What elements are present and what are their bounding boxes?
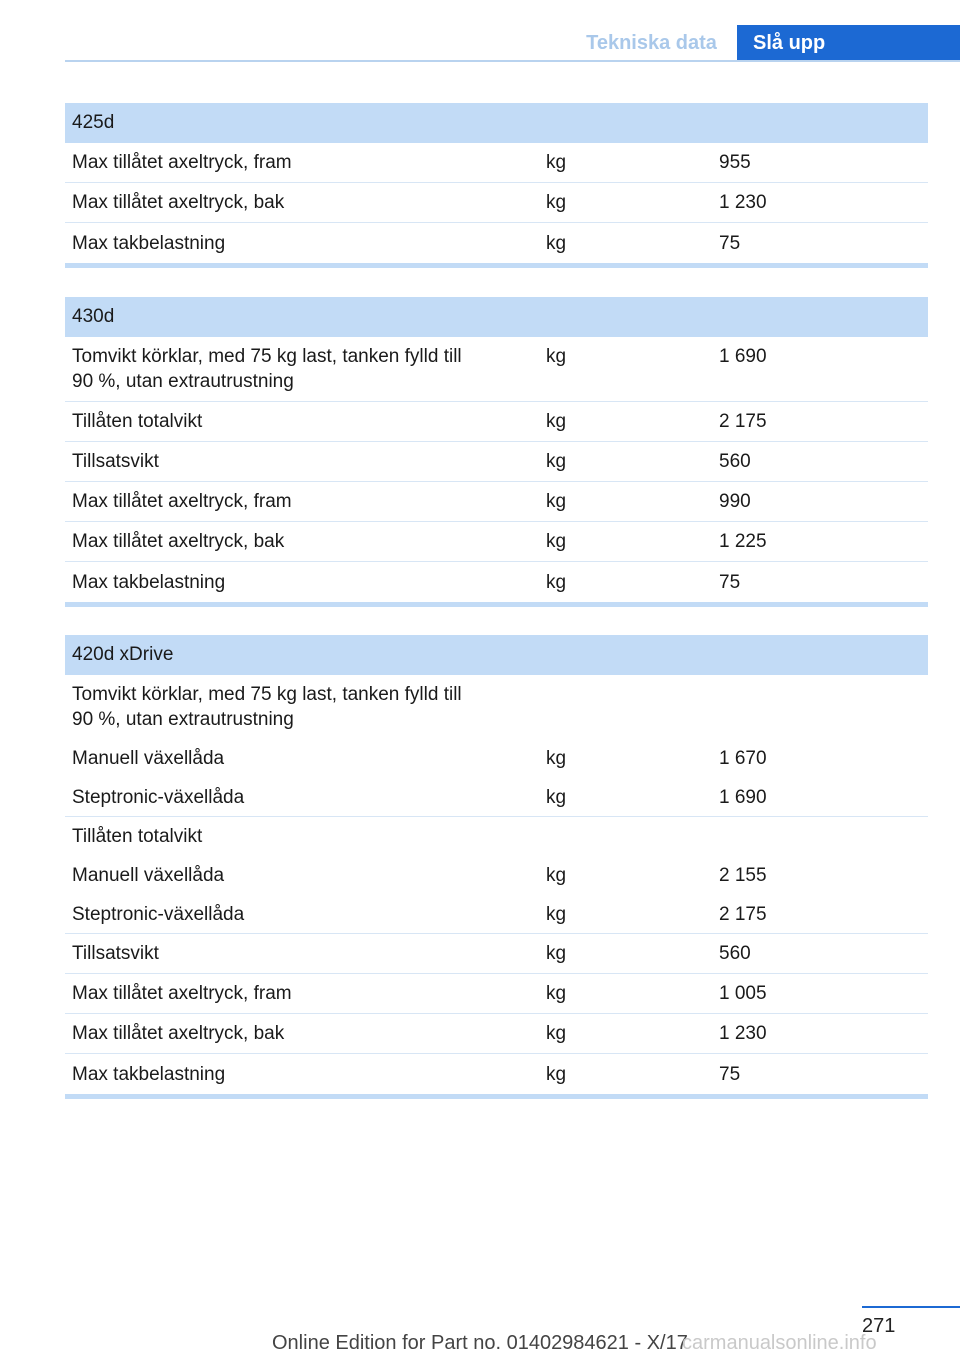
row-unit: kg (546, 748, 567, 769)
section-tab[interactable]: Tekniska data (586, 31, 717, 54)
row-label: Steptronic-växellåda (72, 786, 245, 808)
row-value: 560 (719, 943, 751, 964)
row-value: 75 (719, 232, 741, 254)
spec-table-420d-xdrive (65, 635, 928, 1099)
row-value: 75 (719, 1063, 741, 1085)
row-label: Max takbelastning (72, 232, 226, 254)
table-subrow (65, 895, 928, 934)
row-label-line2: 90 %, utan extrautrustning (72, 709, 294, 730)
row-unit: kg (546, 1063, 567, 1085)
table-subrow (65, 739, 928, 778)
watermark: carmanualsonline.info (682, 1332, 877, 1354)
row-value: 1 225 (719, 531, 767, 552)
row-label-line1: Tomvikt körklar, med 75 kg last, tanken fylld till (72, 684, 462, 705)
row-label: Tillåten totalvikt (72, 411, 203, 432)
row-unit: kg (546, 152, 567, 173)
row-unit: kg (546, 865, 567, 886)
table-row (65, 402, 928, 442)
row-value: 955 (719, 152, 751, 173)
table-row (65, 337, 928, 402)
row-label: Manuell växellåda (72, 865, 225, 886)
page-number-rule (862, 1306, 960, 1308)
table-row (65, 522, 928, 562)
row-label: Tillsatsvikt (72, 943, 159, 964)
row-value: 1 230 (719, 192, 767, 213)
row-unit: kg (546, 1023, 567, 1044)
row-unit: kg (546, 411, 567, 432)
row-label: Max tillåtet axeltryck, bak (72, 192, 285, 213)
table-row (65, 562, 928, 602)
header-divider (65, 60, 960, 62)
table-row (65, 934, 928, 974)
row-value: 990 (719, 491, 751, 512)
active-tab[interactable]: Slå upp (737, 25, 960, 61)
row-value: 1 690 (719, 346, 767, 367)
table-row (65, 675, 928, 739)
table-header: 430d (65, 297, 928, 337)
row-label: Max tillåtet axeltryck, bak (72, 1023, 285, 1044)
row-label: Max takbelastning (72, 1063, 226, 1085)
row-unit: kg (546, 571, 567, 593)
row-label (65, 682, 539, 732)
row-value: 1 670 (719, 748, 767, 769)
row-label: Max tillåtet axeltryck, fram (72, 491, 292, 512)
row-unit: kg (546, 192, 567, 213)
table-footer-bar (65, 263, 928, 268)
row-label: Tillåten totalvikt (72, 826, 203, 847)
row-unit: kg (546, 531, 567, 552)
row-unit: kg (546, 786, 567, 808)
edition-footer: Online Edition for Part no. 01402984621 - X/17 (272, 1332, 688, 1354)
row-label: Max takbelastning (72, 571, 226, 593)
row-unit: kg (546, 232, 567, 254)
row-label: Steptronic-växellåda (72, 903, 245, 925)
table-row (65, 974, 928, 1014)
row-unit: kg (546, 903, 567, 925)
row-value: 1 005 (719, 983, 767, 1004)
row-value: 1 690 (719, 786, 767, 808)
table-subrow (65, 778, 928, 817)
row-label: Max tillåtet axeltryck, bak (72, 531, 285, 552)
row-label: Tillsatsvikt (72, 451, 159, 472)
row-value: 2 155 (719, 865, 767, 886)
table-row (65, 817, 928, 856)
row-label (65, 344, 539, 394)
row-value: 2 175 (719, 411, 767, 432)
table-row (65, 1054, 928, 1094)
row-value: 1 230 (719, 1023, 767, 1044)
row-label: Manuell växellåda (72, 748, 225, 769)
table-footer-bar (65, 602, 928, 607)
table-footer-bar (65, 1094, 928, 1099)
table-row (65, 183, 928, 223)
table-header: 425d (65, 103, 928, 143)
table-row (65, 1014, 928, 1054)
table-header: 420d xDrive (65, 635, 928, 675)
row-label-line2: 90 %, utan extrautrustning (72, 371, 294, 392)
row-unit: kg (546, 491, 567, 512)
table-row (65, 482, 928, 522)
table-row (65, 143, 928, 183)
spec-table-425d (65, 103, 928, 268)
row-unit: kg (546, 943, 567, 964)
table-row (65, 442, 928, 482)
row-value: 2 175 (719, 903, 767, 925)
row-unit: kg (546, 346, 567, 367)
row-label-line1: Tomvikt körklar, med 75 kg last, tanken fylld till (72, 346, 462, 367)
row-label: Max tillåtet axeltryck, fram (72, 983, 292, 1004)
row-label: Max tillåtet axeltryck, fram (72, 152, 292, 173)
row-value: 560 (719, 451, 751, 472)
row-unit: kg (546, 451, 567, 472)
page-number: 271 (862, 1315, 896, 1337)
table-subrow (65, 856, 928, 895)
table-row (65, 223, 928, 263)
row-unit: kg (546, 983, 567, 1004)
spec-table-430d (65, 297, 928, 607)
row-value: 75 (719, 571, 741, 593)
